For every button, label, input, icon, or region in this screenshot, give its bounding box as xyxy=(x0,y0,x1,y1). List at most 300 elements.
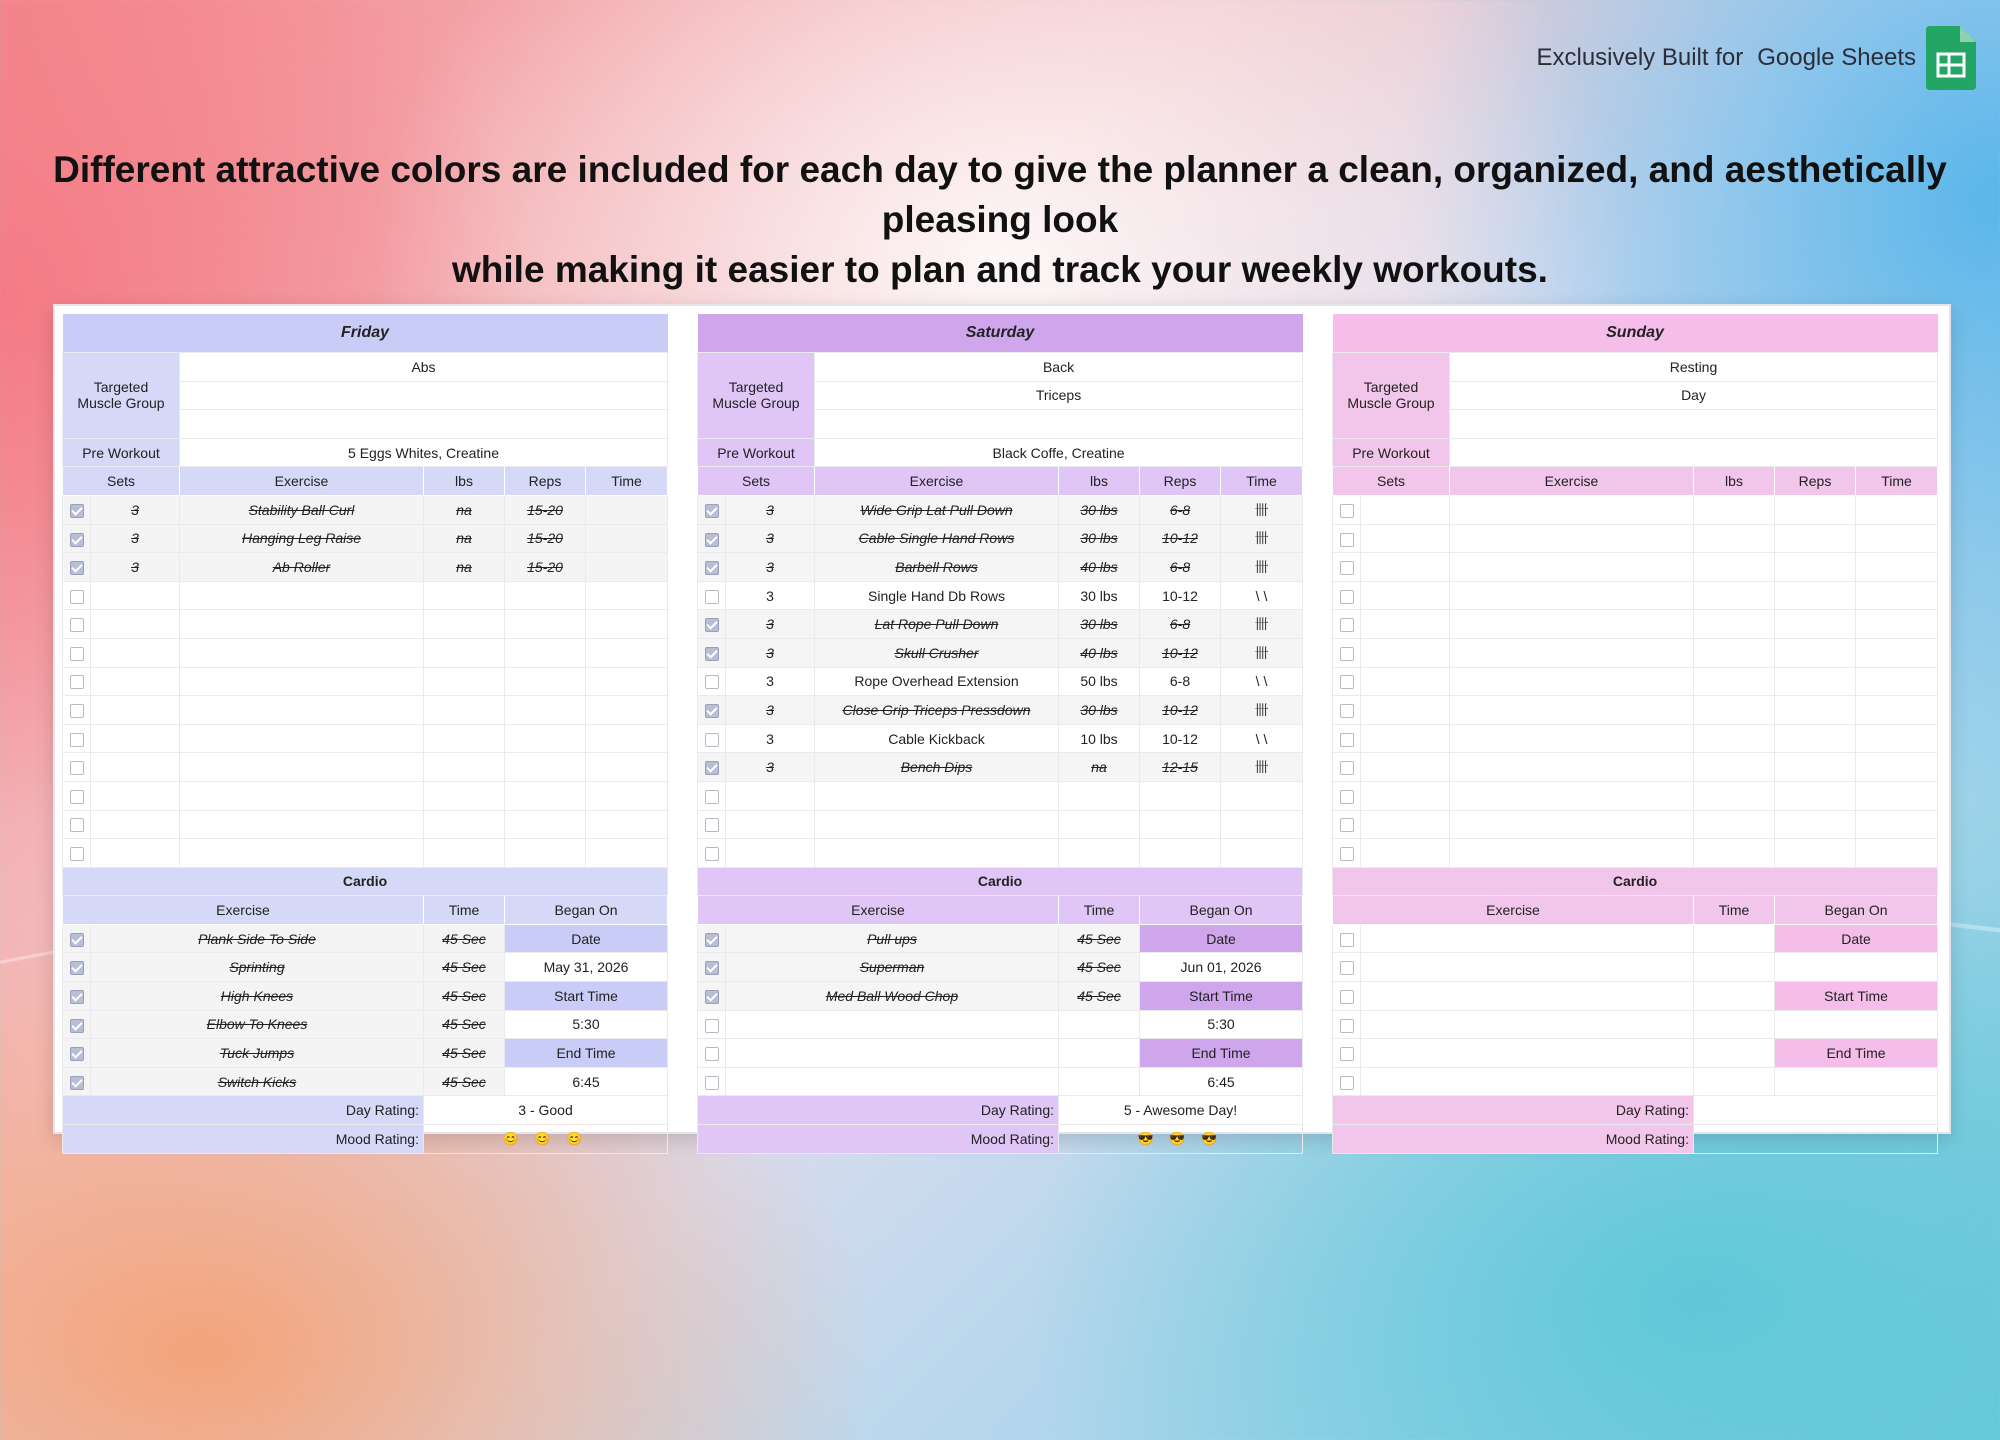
time-cell[interactable] xyxy=(1856,810,1938,839)
mood-rating-field[interactable]: 😎 😎 😎 xyxy=(1059,1125,1303,1154)
sets-cell[interactable] xyxy=(1361,553,1450,582)
reps-cell[interactable] xyxy=(1775,581,1856,610)
cardio-done-checkbox[interactable] xyxy=(705,1076,719,1090)
muscle-group-field[interactable]: Resting xyxy=(1450,353,1938,382)
time-cell[interactable]: 卌 xyxy=(1221,495,1303,524)
day-rating-field[interactable] xyxy=(1694,1096,1938,1125)
lbs-cell[interactable] xyxy=(1694,781,1775,810)
sets-cell[interactable] xyxy=(91,839,180,868)
reps-cell[interactable]: 6-8 xyxy=(1140,667,1221,696)
exercise-done-checkbox[interactable] xyxy=(70,618,84,632)
time-cell[interactable] xyxy=(586,724,668,753)
exercise-done-checkbox[interactable] xyxy=(705,761,719,775)
cardio-time-cell[interactable] xyxy=(1694,982,1775,1011)
exercise-done-checkbox[interactable] xyxy=(1340,704,1354,718)
exercise-cell[interactable] xyxy=(180,581,424,610)
reps-cell[interactable]: 15-20 xyxy=(505,495,586,524)
exercise-done-checkbox[interactable] xyxy=(1340,818,1354,832)
lbs-cell[interactable] xyxy=(1694,810,1775,839)
muscle-group-field[interactable]: Abs xyxy=(180,353,668,382)
cardio-exercise-cell[interactable]: High Knees xyxy=(91,982,424,1011)
lbs-cell[interactable] xyxy=(424,667,505,696)
time-cell[interactable]: 卌 xyxy=(1221,610,1303,639)
mood-rating-field[interactable] xyxy=(1694,1125,1938,1154)
cardio-time-cell[interactable]: 45 Sec xyxy=(424,982,505,1011)
lbs-cell[interactable]: 30 lbs xyxy=(1059,581,1140,610)
lbs-cell[interactable]: 30 lbs xyxy=(1059,524,1140,553)
cardio-done-checkbox[interactable] xyxy=(70,1047,84,1061)
exercise-done-checkbox[interactable] xyxy=(705,847,719,861)
cardio-done-checkbox[interactable] xyxy=(70,961,84,975)
exercise-done-checkbox[interactable] xyxy=(70,733,84,747)
cardio-exercise-cell[interactable] xyxy=(1361,1010,1694,1039)
cardio-exercise-cell[interactable]: Elbow To Knees xyxy=(91,1010,424,1039)
muscle-group-field[interactable] xyxy=(1450,410,1938,439)
time-cell[interactable]: 卌 xyxy=(1221,524,1303,553)
exercise-done-checkbox[interactable] xyxy=(1340,504,1354,518)
cardio-time-cell[interactable]: 45 Sec xyxy=(424,953,505,982)
day-rating-field[interactable]: 5 - Awesome Day! xyxy=(1059,1096,1303,1125)
reps-cell[interactable] xyxy=(505,667,586,696)
lbs-cell[interactable] xyxy=(1694,638,1775,667)
reps-cell[interactable] xyxy=(1775,753,1856,782)
cardio-done-checkbox[interactable] xyxy=(70,1019,84,1033)
end-time-field[interactable]: 6:45 xyxy=(505,1067,668,1096)
reps-cell[interactable] xyxy=(1775,696,1856,725)
reps-cell[interactable]: 6-8 xyxy=(1140,610,1221,639)
sets-cell[interactable] xyxy=(1361,581,1450,610)
reps-cell[interactable]: 6-8 xyxy=(1140,553,1221,582)
time-cell[interactable]: 卌 xyxy=(1221,696,1303,725)
lbs-cell[interactable] xyxy=(424,724,505,753)
reps-cell[interactable] xyxy=(505,839,586,868)
reps-cell[interactable] xyxy=(505,753,586,782)
time-cell[interactable] xyxy=(586,524,668,553)
reps-cell[interactable] xyxy=(1775,610,1856,639)
lbs-cell[interactable] xyxy=(1694,667,1775,696)
lbs-cell[interactable] xyxy=(424,581,505,610)
exercise-done-checkbox[interactable] xyxy=(705,618,719,632)
exercise-cell[interactable]: Stability Ball Curl xyxy=(180,495,424,524)
cardio-time-cell[interactable] xyxy=(1694,1067,1775,1096)
time-cell[interactable] xyxy=(1856,638,1938,667)
sets-cell[interactable]: 3 xyxy=(726,753,815,782)
sets-cell[interactable] xyxy=(91,781,180,810)
time-cell[interactable] xyxy=(586,495,668,524)
time-cell[interactable]: \ \ xyxy=(1221,724,1303,753)
cardio-done-checkbox[interactable] xyxy=(705,961,719,975)
muscle-group-field[interactable] xyxy=(180,410,668,439)
lbs-cell[interactable]: 40 lbs xyxy=(1059,553,1140,582)
exercise-done-checkbox[interactable] xyxy=(1340,761,1354,775)
sets-cell[interactable] xyxy=(1361,495,1450,524)
lbs-cell[interactable] xyxy=(424,781,505,810)
end-time-field[interactable]: 6:45 xyxy=(1140,1067,1303,1096)
exercise-done-checkbox[interactable] xyxy=(70,504,84,518)
reps-cell[interactable] xyxy=(1775,781,1856,810)
time-cell[interactable] xyxy=(586,839,668,868)
reps-cell[interactable]: 10-12 xyxy=(1140,524,1221,553)
exercise-cell[interactable] xyxy=(1450,581,1694,610)
lbs-cell[interactable] xyxy=(424,610,505,639)
exercise-done-checkbox[interactable] xyxy=(70,675,84,689)
exercise-done-checkbox[interactable] xyxy=(705,561,719,575)
lbs-cell[interactable] xyxy=(424,638,505,667)
exercise-cell[interactable]: Cable Kickback xyxy=(815,724,1059,753)
cardio-exercise-cell[interactable] xyxy=(726,1039,1059,1068)
exercise-done-checkbox[interactable] xyxy=(705,818,719,832)
cardio-done-checkbox[interactable] xyxy=(1340,1019,1354,1033)
sets-cell[interactable]: 3 xyxy=(726,495,815,524)
exercise-cell[interactable]: Close Grip Triceps Pressdown xyxy=(815,696,1059,725)
sets-cell[interactable] xyxy=(726,810,815,839)
exercise-done-checkbox[interactable] xyxy=(705,504,719,518)
sets-cell[interactable] xyxy=(1361,524,1450,553)
cardio-time-cell[interactable] xyxy=(1694,1010,1775,1039)
cardio-exercise-cell[interactable]: Plank Side To Side xyxy=(91,924,424,953)
cardio-time-cell[interactable] xyxy=(1059,1039,1140,1068)
reps-cell[interactable]: 10-12 xyxy=(1140,724,1221,753)
exercise-cell[interactable] xyxy=(1450,724,1694,753)
time-cell[interactable] xyxy=(1856,553,1938,582)
reps-cell[interactable] xyxy=(505,724,586,753)
time-cell[interactable] xyxy=(1221,781,1303,810)
muscle-group-field[interactable] xyxy=(180,381,668,410)
exercise-cell[interactable] xyxy=(1450,810,1694,839)
exercise-done-checkbox[interactable] xyxy=(1340,675,1354,689)
reps-cell[interactable]: 6-8 xyxy=(1140,495,1221,524)
sets-cell[interactable] xyxy=(1361,753,1450,782)
cardio-done-checkbox[interactable] xyxy=(1340,933,1354,947)
sets-cell[interactable] xyxy=(726,781,815,810)
cardio-exercise-cell[interactable]: Med Ball Wood Chop xyxy=(726,982,1059,1011)
start-time-field[interactable]: 5:30 xyxy=(1140,1010,1303,1039)
cardio-exercise-cell[interactable] xyxy=(726,1067,1059,1096)
reps-cell[interactable] xyxy=(1140,810,1221,839)
time-cell[interactable]: \ \ xyxy=(1221,581,1303,610)
sets-cell[interactable] xyxy=(91,610,180,639)
cardio-time-cell[interactable]: 45 Sec xyxy=(1059,924,1140,953)
lbs-cell[interactable] xyxy=(1059,839,1140,868)
time-cell[interactable] xyxy=(586,696,668,725)
lbs-cell[interactable] xyxy=(1694,696,1775,725)
cardio-time-cell[interactable]: 45 Sec xyxy=(424,1067,505,1096)
start-time-field[interactable]: 5:30 xyxy=(505,1010,668,1039)
exercise-cell[interactable] xyxy=(180,724,424,753)
lbs-cell[interactable]: 30 lbs xyxy=(1059,696,1140,725)
exercise-cell[interactable]: Skull Crusher xyxy=(815,638,1059,667)
cardio-done-checkbox[interactable] xyxy=(705,933,719,947)
exercise-cell[interactable] xyxy=(180,638,424,667)
lbs-cell[interactable]: 40 lbs xyxy=(1059,638,1140,667)
reps-cell[interactable] xyxy=(1775,724,1856,753)
exercise-done-checkbox[interactable] xyxy=(70,761,84,775)
reps-cell[interactable] xyxy=(1775,810,1856,839)
reps-cell[interactable]: 15-20 xyxy=(505,553,586,582)
muscle-group-field[interactable]: Day xyxy=(1450,381,1938,410)
time-cell[interactable]: \ \ xyxy=(1221,667,1303,696)
sets-cell[interactable] xyxy=(1361,610,1450,639)
exercise-done-checkbox[interactable] xyxy=(1340,533,1354,547)
lbs-cell[interactable] xyxy=(424,810,505,839)
reps-cell[interactable]: 12-15 xyxy=(1140,753,1221,782)
cardio-time-cell[interactable] xyxy=(1694,953,1775,982)
sets-cell[interactable] xyxy=(91,753,180,782)
reps-cell[interactable] xyxy=(1775,638,1856,667)
cardio-exercise-cell[interactable] xyxy=(1361,1039,1694,1068)
sets-cell[interactable]: 3 xyxy=(726,696,815,725)
time-cell[interactable] xyxy=(1221,839,1303,868)
date-field[interactable]: May 31, 2026 xyxy=(505,953,668,982)
cardio-done-checkbox[interactable] xyxy=(1340,990,1354,1004)
lbs-cell[interactable]: 10 lbs xyxy=(1059,724,1140,753)
exercise-done-checkbox[interactable] xyxy=(1340,618,1354,632)
lbs-cell[interactable]: na xyxy=(424,495,505,524)
lbs-cell[interactable] xyxy=(424,839,505,868)
cardio-done-checkbox[interactable] xyxy=(70,933,84,947)
cardio-time-cell[interactable]: 45 Sec xyxy=(424,924,505,953)
reps-cell[interactable] xyxy=(1775,495,1856,524)
reps-cell[interactable] xyxy=(505,781,586,810)
exercise-done-checkbox[interactable] xyxy=(705,733,719,747)
exercise-cell[interactable]: Ab Roller xyxy=(180,553,424,582)
exercise-cell[interactable] xyxy=(180,810,424,839)
reps-cell[interactable] xyxy=(505,610,586,639)
lbs-cell[interactable] xyxy=(424,753,505,782)
exercise-done-checkbox[interactable] xyxy=(1340,590,1354,604)
cardio-time-cell[interactable] xyxy=(1694,924,1775,953)
cardio-exercise-cell[interactable] xyxy=(1361,924,1694,953)
cardio-exercise-cell[interactable]: Superman xyxy=(726,953,1059,982)
sets-cell[interactable]: 3 xyxy=(726,667,815,696)
time-cell[interactable] xyxy=(1856,724,1938,753)
lbs-cell[interactable] xyxy=(1694,495,1775,524)
exercise-cell[interactable] xyxy=(815,781,1059,810)
reps-cell[interactable] xyxy=(1140,839,1221,868)
time-cell[interactable] xyxy=(586,638,668,667)
date-field[interactable] xyxy=(1775,953,1938,982)
lbs-cell[interactable]: na xyxy=(1059,753,1140,782)
time-cell[interactable] xyxy=(586,667,668,696)
cardio-done-checkbox[interactable] xyxy=(1340,1047,1354,1061)
exercise-done-checkbox[interactable] xyxy=(70,533,84,547)
lbs-cell[interactable]: 30 lbs xyxy=(1059,495,1140,524)
cardio-exercise-cell[interactable]: Switch Kicks xyxy=(91,1067,424,1096)
exercise-done-checkbox[interactable] xyxy=(1340,561,1354,575)
lbs-cell[interactable] xyxy=(1694,553,1775,582)
muscle-group-field[interactable]: Back xyxy=(815,353,1303,382)
cardio-done-checkbox[interactable] xyxy=(705,990,719,1004)
time-cell[interactable] xyxy=(1856,495,1938,524)
exercise-done-checkbox[interactable] xyxy=(70,647,84,661)
exercise-cell[interactable] xyxy=(1450,667,1694,696)
reps-cell[interactable]: 10-12 xyxy=(1140,581,1221,610)
exercise-cell[interactable] xyxy=(1450,753,1694,782)
exercise-cell[interactable]: Barbell Rows xyxy=(815,553,1059,582)
exercise-done-checkbox[interactable] xyxy=(705,675,719,689)
time-cell[interactable] xyxy=(586,581,668,610)
sets-cell[interactable]: 3 xyxy=(726,524,815,553)
sets-cell[interactable] xyxy=(1361,810,1450,839)
exercise-cell[interactable] xyxy=(1450,781,1694,810)
cardio-exercise-cell[interactable] xyxy=(1361,982,1694,1011)
exercise-done-checkbox[interactable] xyxy=(70,704,84,718)
exercise-done-checkbox[interactable] xyxy=(705,790,719,804)
lbs-cell[interactable]: 30 lbs xyxy=(1059,610,1140,639)
lbs-cell[interactable] xyxy=(1694,610,1775,639)
time-cell[interactable] xyxy=(586,810,668,839)
time-cell[interactable] xyxy=(586,781,668,810)
time-cell[interactable]: 卌 xyxy=(1221,553,1303,582)
lbs-cell[interactable] xyxy=(1694,524,1775,553)
cardio-done-checkbox[interactable] xyxy=(70,1076,84,1090)
sets-cell[interactable] xyxy=(1361,724,1450,753)
lbs-cell[interactable]: 50 lbs xyxy=(1059,667,1140,696)
cardio-time-cell[interactable] xyxy=(1694,1039,1775,1068)
exercise-done-checkbox[interactable] xyxy=(1340,847,1354,861)
reps-cell[interactable] xyxy=(505,810,586,839)
reps-cell[interactable] xyxy=(1775,839,1856,868)
exercise-cell[interactable]: Bench Dips xyxy=(815,753,1059,782)
cardio-exercise-cell[interactable] xyxy=(1361,1067,1694,1096)
time-cell[interactable] xyxy=(586,553,668,582)
time-cell[interactable] xyxy=(1856,667,1938,696)
lbs-cell[interactable] xyxy=(424,696,505,725)
time-cell[interactable] xyxy=(1856,581,1938,610)
sets-cell[interactable] xyxy=(91,638,180,667)
exercise-cell[interactable]: Single Hand Db Rows xyxy=(815,581,1059,610)
cardio-time-cell[interactable]: 45 Sec xyxy=(1059,953,1140,982)
cardio-exercise-cell[interactable]: Pull ups xyxy=(726,924,1059,953)
sets-cell[interactable] xyxy=(1361,696,1450,725)
time-cell[interactable] xyxy=(1856,781,1938,810)
exercise-cell[interactable] xyxy=(1450,495,1694,524)
sets-cell[interactable] xyxy=(91,810,180,839)
cardio-done-checkbox[interactable] xyxy=(705,1047,719,1061)
lbs-cell[interactable]: na xyxy=(424,524,505,553)
time-cell[interactable] xyxy=(1856,524,1938,553)
date-field[interactable]: Jun 01, 2026 xyxy=(1140,953,1303,982)
reps-cell[interactable] xyxy=(1775,553,1856,582)
time-cell[interactable] xyxy=(586,610,668,639)
exercise-done-checkbox[interactable] xyxy=(70,561,84,575)
lbs-cell[interactable] xyxy=(1059,781,1140,810)
muscle-group-field[interactable] xyxy=(815,410,1303,439)
reps-cell[interactable] xyxy=(1775,524,1856,553)
cardio-exercise-cell[interactable]: Sprinting xyxy=(91,953,424,982)
reps-cell[interactable] xyxy=(505,696,586,725)
end-time-field[interactable] xyxy=(1775,1067,1938,1096)
cardio-time-cell[interactable]: 45 Sec xyxy=(424,1039,505,1068)
sets-cell[interactable] xyxy=(91,724,180,753)
exercise-cell[interactable] xyxy=(815,810,1059,839)
exercise-cell[interactable] xyxy=(1450,553,1694,582)
reps-cell[interactable]: 15-20 xyxy=(505,524,586,553)
exercise-done-checkbox[interactable] xyxy=(1340,733,1354,747)
exercise-cell[interactable] xyxy=(1450,610,1694,639)
lbs-cell[interactable] xyxy=(1694,724,1775,753)
reps-cell[interactable] xyxy=(1140,781,1221,810)
sets-cell[interactable] xyxy=(1361,638,1450,667)
exercise-done-checkbox[interactable] xyxy=(705,704,719,718)
exercise-done-checkbox[interactable] xyxy=(705,533,719,547)
time-cell[interactable] xyxy=(1221,810,1303,839)
sets-cell[interactable]: 3 xyxy=(726,610,815,639)
sets-cell[interactable] xyxy=(1361,839,1450,868)
exercise-cell[interactable] xyxy=(1450,696,1694,725)
exercise-cell[interactable] xyxy=(180,839,424,868)
exercise-done-checkbox[interactable] xyxy=(1340,647,1354,661)
cardio-time-cell[interactable]: 45 Sec xyxy=(1059,982,1140,1011)
sets-cell[interactable] xyxy=(91,696,180,725)
exercise-cell[interactable] xyxy=(1450,839,1694,868)
day-rating-field[interactable]: 3 - Good xyxy=(424,1096,668,1125)
exercise-cell[interactable] xyxy=(180,781,424,810)
reps-cell[interactable] xyxy=(505,638,586,667)
exercise-cell[interactable]: Hanging Leg Raise xyxy=(180,524,424,553)
exercise-cell[interactable] xyxy=(180,753,424,782)
exercise-done-checkbox[interactable] xyxy=(705,647,719,661)
cardio-time-cell[interactable] xyxy=(1059,1067,1140,1096)
exercise-done-checkbox[interactable] xyxy=(70,590,84,604)
cardio-time-cell[interactable] xyxy=(1059,1010,1140,1039)
exercise-done-checkbox[interactable] xyxy=(705,590,719,604)
time-cell[interactable]: 卌 xyxy=(1221,753,1303,782)
sets-cell[interactable] xyxy=(1361,781,1450,810)
sets-cell[interactable]: 3 xyxy=(91,495,180,524)
cardio-exercise-cell[interactable]: Tuck Jumps xyxy=(91,1039,424,1068)
reps-cell[interactable]: 10-12 xyxy=(1140,638,1221,667)
time-cell[interactable] xyxy=(1856,839,1938,868)
cardio-exercise-cell[interactable] xyxy=(726,1010,1059,1039)
cardio-done-checkbox[interactable] xyxy=(705,1019,719,1033)
exercise-done-checkbox[interactable] xyxy=(70,847,84,861)
exercise-cell[interactable] xyxy=(1450,524,1694,553)
exercise-cell[interactable] xyxy=(180,610,424,639)
muscle-group-field[interactable]: Triceps xyxy=(815,381,1303,410)
sets-cell[interactable]: 3 xyxy=(726,581,815,610)
time-cell[interactable] xyxy=(1856,753,1938,782)
pre-workout-field[interactable] xyxy=(1450,438,1938,467)
exercise-cell[interactable] xyxy=(180,696,424,725)
sets-cell[interactable] xyxy=(726,839,815,868)
reps-cell[interactable] xyxy=(1775,667,1856,696)
exercise-cell[interactable]: Rope Overhead Extension xyxy=(815,667,1059,696)
exercise-cell[interactable] xyxy=(815,839,1059,868)
time-cell[interactable] xyxy=(1856,610,1938,639)
sets-cell[interactable]: 3 xyxy=(91,524,180,553)
exercise-cell[interactable] xyxy=(1450,638,1694,667)
sets-cell[interactable] xyxy=(91,581,180,610)
exercise-cell[interactable]: Wide Grip Lat Pull Down xyxy=(815,495,1059,524)
time-cell[interactable] xyxy=(586,753,668,782)
lbs-cell[interactable] xyxy=(1694,753,1775,782)
reps-cell[interactable]: 10-12 xyxy=(1140,696,1221,725)
cardio-done-checkbox[interactable] xyxy=(70,990,84,1004)
pre-workout-field[interactable]: 5 Eggs Whites, Creatine xyxy=(180,438,668,467)
reps-cell[interactable] xyxy=(505,581,586,610)
lbs-cell[interactable] xyxy=(1694,581,1775,610)
time-cell[interactable]: 卌 xyxy=(1221,638,1303,667)
cardio-exercise-cell[interactable] xyxy=(1361,953,1694,982)
mood-rating-field[interactable]: 😊 😊 😊 xyxy=(424,1125,668,1154)
exercise-cell[interactable] xyxy=(180,667,424,696)
sets-cell[interactable]: 3 xyxy=(726,553,815,582)
start-time-field[interactable] xyxy=(1775,1010,1938,1039)
lbs-cell[interactable] xyxy=(1059,810,1140,839)
sets-cell[interactable] xyxy=(1361,667,1450,696)
lbs-cell[interactable] xyxy=(1694,839,1775,868)
